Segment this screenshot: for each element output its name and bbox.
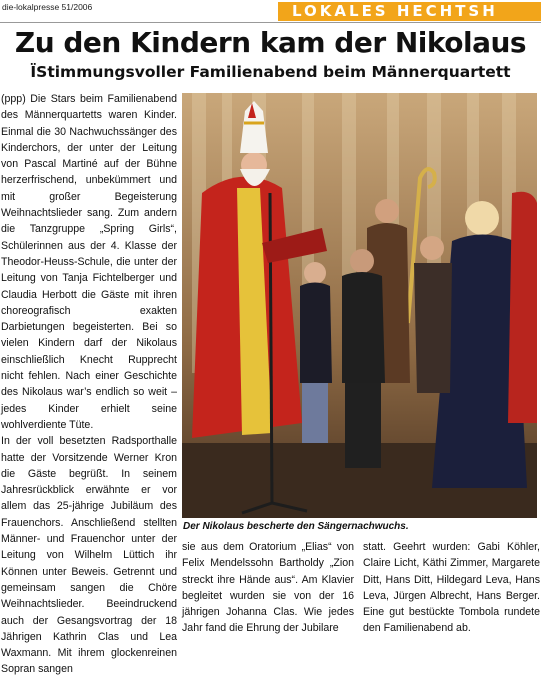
- column2-text: sie aus dem Oratorium „Elias“ von Felix Mendelssohn Bartholdy „Zion streckt ihre Hände aus“. Am Klavier begleitet wurden sie von der 16 jährigen Johanna Clas. Wie jedes Jahr fand die Ehrung der Jubilare: [182, 541, 354, 635]
- column1-paragraph-2: In der voll besetzten Radsporthalle hatte der Vorsitzende Werner Kron die Gäste begrüßt. In seinem Jahresrückblick erwähnte er vor allem das 25-jährige Jubiläum des Frauenchors. Anschließend stellten Männer- und Frauenchor unter der Leitung von Wilhelm Lüttich ihr Können unter Beweis. Getrennt und gemeinsam sangen die Chöre Weihnachtslieder. Beeindruckend auch der Gesangsvortrag der 18 Jährigen Kathrin Clas und Lea Waxmann. Mit ihrem glockenreinen Sopran sangen: [1, 435, 177, 676]
- article-photo: [182, 93, 537, 518]
- article-subhead: ÏStimmungsvoller Familienabend beim Männerquartett: [30, 63, 511, 81]
- header-divider: [0, 22, 541, 23]
- column1-paragraph-1: (ppp) Die Stars beim Familienabend des Männerquartetts waren Kinder. Einmal die 30 Nachwuchssänger des Kinderchors, der unter der Leitung von Pascal Martiné auf der Bühne herzerfrischend, unbekümmert und mit großer Begeisterung Weihnachtslieder sang. Zum andern die Tanzgruppe „Spring Girls“, Schülerinnen aus der 4. Klasse der Theodor-Heuss-Schule, die unter der Leitung von Tanja Fichtelberger und Claudia Herbott die Gäste mit ihren choreografisch exakten Darbietungen begeisterten. Bei so vielen Kindern darf der Nikolaus einschließlich Knecht Rupprecht nicht fehlen. Nach einer Geschichte des Nikolaus war’s endlich so weit – jedes Kinder erhielt seine wohlverdiente Tüte.: [1, 93, 177, 431]
- article-column-1: [1, 91, 177, 676]
- nikolaus-photo-illustration: [182, 93, 537, 518]
- section-banner: LOKALES HECHTSH: [278, 2, 541, 21]
- article-column-2: [182, 539, 354, 635]
- photo-caption: Der Nikolaus bescherte den Sängernachwuchs.: [183, 521, 409, 532]
- column3-text: statt. Geehrt wurden: Gabi Köhler, Claire Licht, Käthi Zimmer, Margarete Ditt, Hans Ditt, Hildegard Leva, Hans Leva, Jürgen Albrecht, Hans Berger. Eine gut bestückte Tombola rundete den Familienabend ab.: [363, 541, 540, 635]
- article-column-3: [363, 539, 540, 635]
- article-headline: Zu den Kindern kam der Nikolaus: [14, 26, 527, 59]
- publication-source: die-lokalpresse 51/2006: [2, 2, 93, 12]
